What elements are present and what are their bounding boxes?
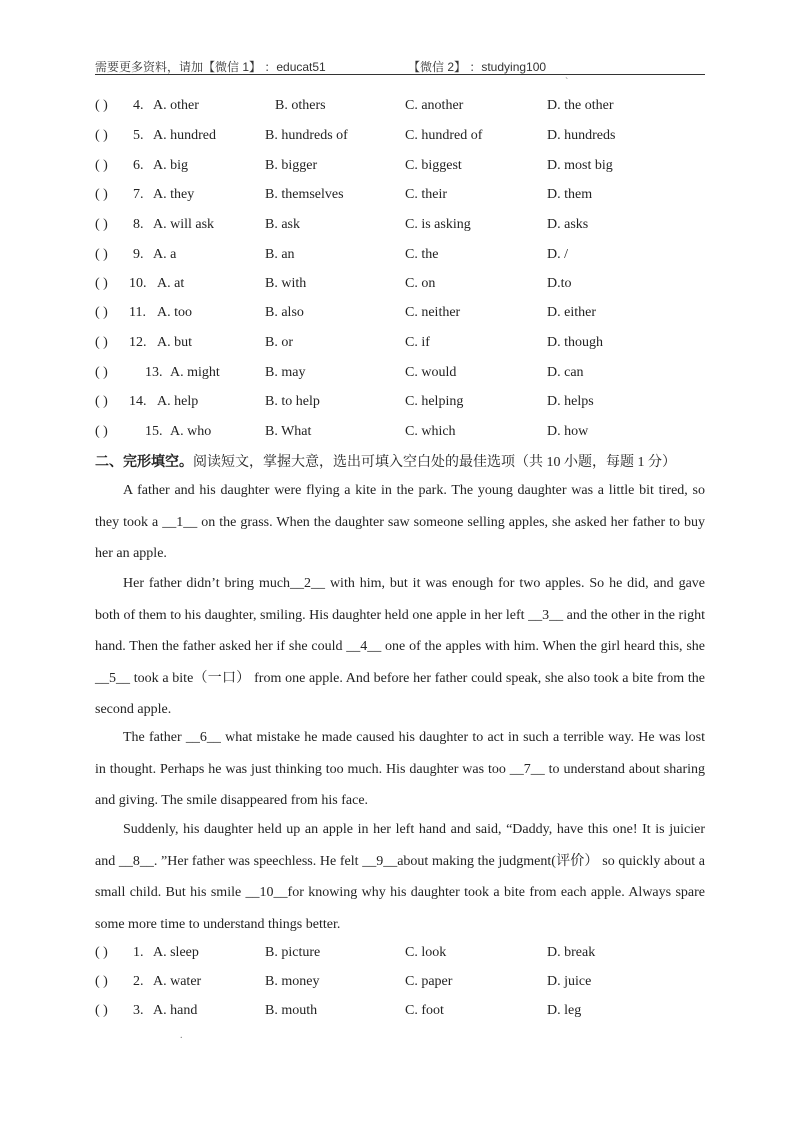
option-b: B. themselves <box>265 187 344 202</box>
option-c: C. foot <box>405 1003 444 1018</box>
option-a: A. sleep <box>153 945 199 960</box>
option-c: C. look <box>405 945 447 960</box>
option-a: A. might <box>170 365 220 380</box>
option-c: C. is asking <box>405 217 471 232</box>
question-number: 12. <box>129 335 147 350</box>
option-b: B. bigger <box>265 158 318 173</box>
option-d: D. can <box>547 365 584 380</box>
answer-blank: ( ) <box>95 945 108 960</box>
option-a: A. a <box>153 247 177 262</box>
answer-blank: ( ) <box>95 335 108 350</box>
option-d: D. asks <box>547 217 589 232</box>
option-a: A. other <box>153 98 199 113</box>
passage-paragraph: Her father didn’t bring much__2__ with him, but it was enough for two apples. So he did, and gave both of them to his daughter, smiling. His daughter held one apple in her left __3__ and the other in the right hand. Then the father asked her if she could __4__ one of the apples with him. When the girl heard this, she __5__ took a bite（一口） from one apple. And before her father could speak, she also took a bite from the second apple. <box>95 576 705 717</box>
option-c: C. helping <box>405 394 464 409</box>
option-b: B. to help <box>265 394 320 409</box>
answer-blank: ( ) <box>95 365 108 380</box>
answer-blank: ( ) <box>95 187 108 202</box>
option-b: B. hundreds of <box>265 128 348 143</box>
answer-blank: ( ) <box>95 128 108 143</box>
question-number: 13. <box>145 365 163 380</box>
option-a: A. too <box>157 305 192 320</box>
question-number: 2. <box>133 974 144 989</box>
header-wechat-1: 需要更多资料，请加【微信 1】 ：educat51 <box>95 60 326 74</box>
option-b: B. may <box>265 365 306 380</box>
header-divider <box>95 74 705 75</box>
question-number: 15. <box>145 424 163 439</box>
option-d: D. most big <box>547 158 613 173</box>
answer-blank: ( ) <box>95 974 108 989</box>
option-a: A. big <box>153 158 188 173</box>
question-number: 5. <box>133 128 144 143</box>
answer-blank: ( ) <box>95 1003 108 1018</box>
option-b: B. ask <box>265 217 300 232</box>
answer-blank: ( ) <box>95 394 108 409</box>
passage-paragraph: Suddenly, his daughter held up an apple in her left hand and said, “Daddy, have this one! It is juicier and __8__. ”Her father was speechless. He felt __9__about making the judgment(评价） so quickly about a small child. But his smile __10__for knowing why his daughter took a bite from each apple. Always spare some more time to understand things better. <box>95 822 705 932</box>
answer-blank: ( ) <box>95 276 108 291</box>
option-a: A. help <box>157 394 199 409</box>
option-b: B. with <box>265 276 307 291</box>
option-a: A. hundred <box>153 128 216 143</box>
option-c: C. on <box>405 276 436 291</box>
option-b: B. an <box>265 247 295 262</box>
section-heading: 二、完形填空。 <box>95 455 193 470</box>
option-c: C. which <box>405 424 456 439</box>
option-d: D. leg <box>547 1003 582 1018</box>
stray-mark-top: ` <box>565 77 569 88</box>
option-c: C. the <box>405 247 439 262</box>
answer-blank: ( ) <box>95 98 108 113</box>
option-b: B. money <box>265 974 320 989</box>
option-d: D. hundreds <box>547 128 616 143</box>
option-a: A. hand <box>153 1003 198 1018</box>
option-b: B. What <box>265 424 312 439</box>
option-c: C. if <box>405 335 430 350</box>
question-number: 8. <box>133 217 144 232</box>
option-d: D. how <box>547 424 589 439</box>
option-a: A. who <box>170 424 212 439</box>
stray-mark-bottom: . <box>180 1030 183 1041</box>
question-number: 1. <box>133 945 144 960</box>
question-number: 4. <box>133 98 144 113</box>
section-instructions: 阅读短文，掌握大意，选出可填入空白处的最佳选项（共 10 小题，每题 1 分） <box>193 455 676 470</box>
option-d: D. helps <box>547 394 594 409</box>
question-number: 14. <box>129 394 147 409</box>
question-number: 11. <box>129 305 146 320</box>
answer-blank: ( ) <box>95 305 108 320</box>
option-d: D. / <box>547 247 568 262</box>
question-number: 7. <box>133 187 144 202</box>
option-d: D. though <box>547 335 603 350</box>
option-b: B. also <box>265 305 304 320</box>
option-a: A. at <box>157 276 185 291</box>
option-d: D. break <box>547 945 596 960</box>
option-d: D.to <box>547 276 572 291</box>
option-c: C. another <box>405 98 464 113</box>
passage-paragraph: A father and his daughter were flying a kite in the park. The young daughter was a little bit tired, so they took a __1__ on the grass. When the daughter saw someone selling apples, she asked her father to buy her an apple. <box>95 483 705 561</box>
option-a: A. will ask <box>153 217 215 232</box>
section-title-cloze <box>95 451 676 471</box>
question-number: 6. <box>133 158 144 173</box>
option-d: D. them <box>547 187 593 202</box>
answer-blank: ( ) <box>95 247 108 262</box>
header-wechat-2: 【微信 2】 ：studying100 <box>408 60 547 74</box>
option-c: C. would <box>405 365 457 380</box>
option-d: D. juice <box>547 974 592 989</box>
option-c: C. biggest <box>405 158 462 173</box>
page-header <box>95 56 705 76</box>
question-number: 10. <box>129 276 147 291</box>
question-number: 9. <box>133 247 144 262</box>
passage-paragraph: The father __6__ what mistake he made caused his daughter to act in such a terrible way. He was lost in thought. Perhaps he was just thinking too much. His daughter was too __7__ to understand about sharing and giving. The smile disappeared from his face. <box>95 730 705 808</box>
option-a: A. water <box>153 974 202 989</box>
option-b: B. or <box>265 335 293 350</box>
option-d: D. either <box>547 305 596 320</box>
option-b: B. others <box>275 98 326 113</box>
option-b: B. mouth <box>265 1003 318 1018</box>
option-b: B. picture <box>265 945 321 960</box>
option-c: C. paper <box>405 974 453 989</box>
answer-blank: ( ) <box>95 217 108 232</box>
option-a: A. they <box>153 187 195 202</box>
answer-blank: ( ) <box>95 424 108 439</box>
option-d: D. the other <box>547 98 614 113</box>
option-a: A. but <box>157 335 192 350</box>
option-c: C. their <box>405 187 447 202</box>
answer-blank: ( ) <box>95 158 108 173</box>
option-c: C. neither <box>405 305 461 320</box>
option-c: C. hundred of <box>405 128 483 143</box>
question-number: 3. <box>133 1003 144 1018</box>
